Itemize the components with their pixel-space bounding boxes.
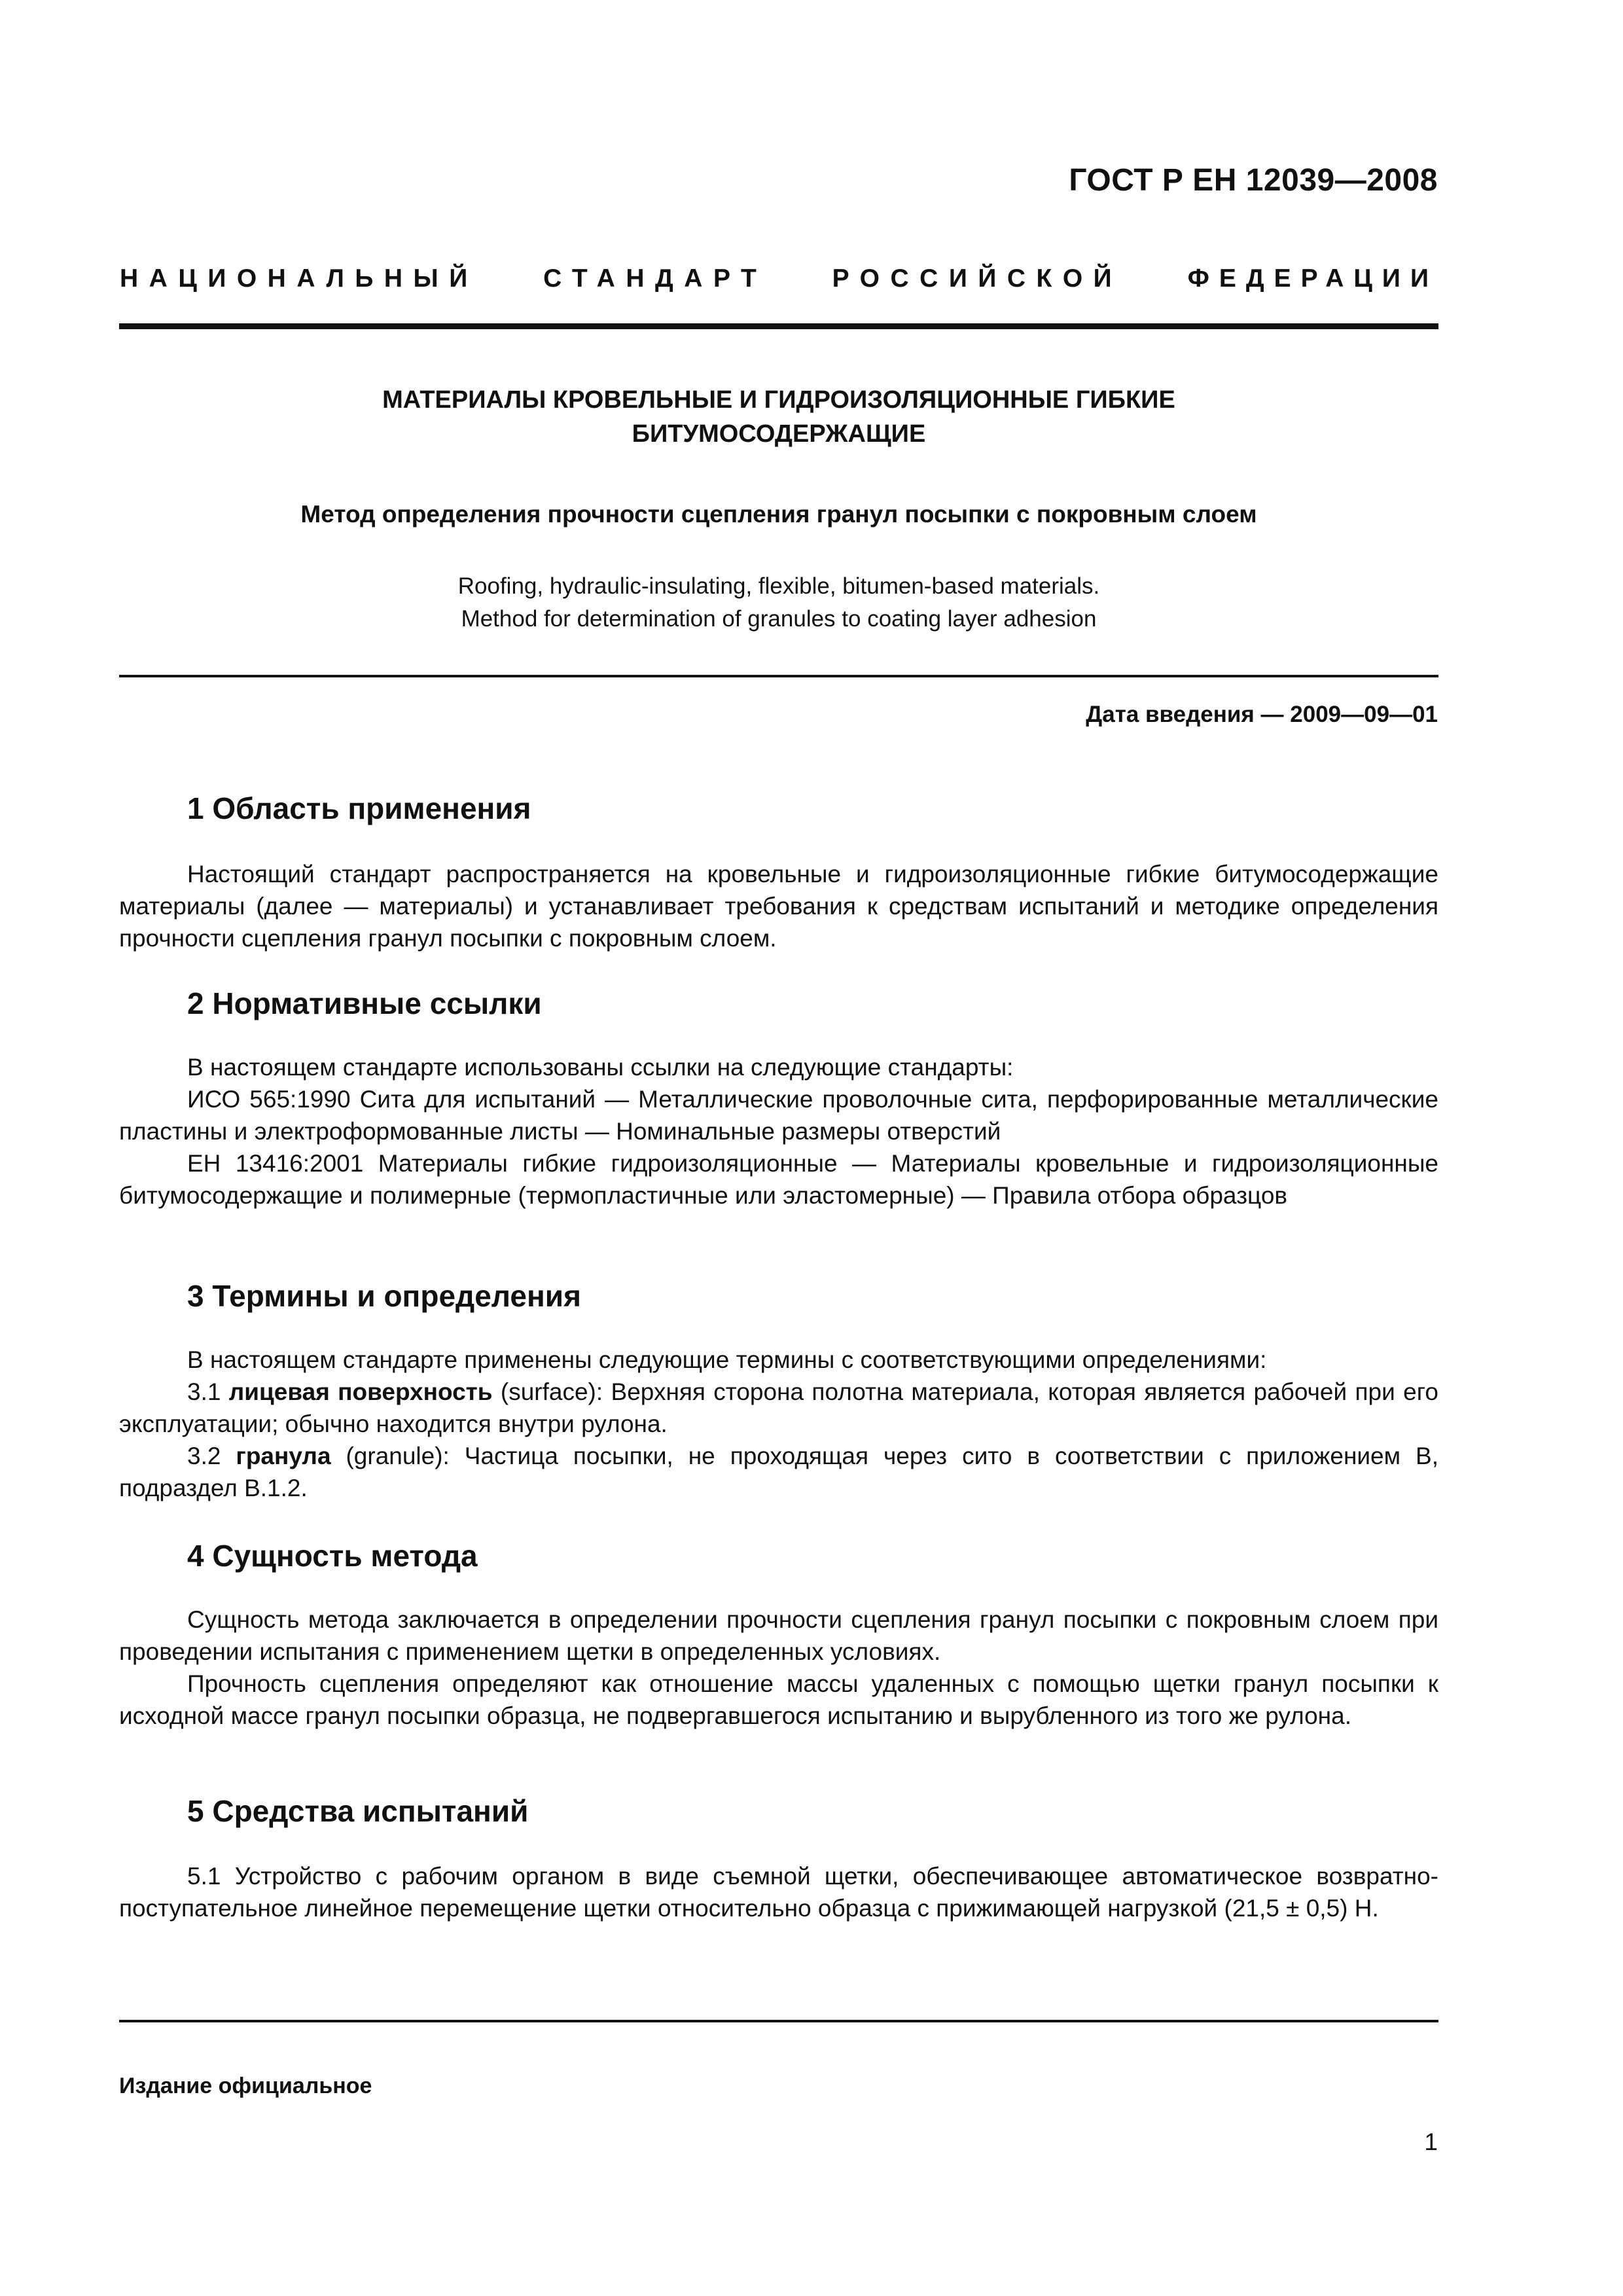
paragraph: Сущность метода заключается в определении прочности сцепления гранул посыпки с покровным слоем при проведении испытания с применением щетки в определенных условиях.: [119, 1606, 1438, 1665]
document-title: [119, 383, 1438, 451]
section-body: [119, 1604, 1438, 1732]
banner-word: РОССИЙСКОЙ: [832, 264, 1123, 293]
definition-term: гранула: [236, 1443, 331, 1469]
section-title: 4 Сущность метода: [187, 1539, 478, 1573]
paragraph: В настоящем стандарте использованы ссылки на следующие стандарты:: [187, 1054, 1014, 1081]
english-title: [119, 570, 1438, 636]
document-subtitle: Метод определения прочности сцепления гранул посыпки с покровным слоем: [300, 501, 1257, 528]
footer-rule: [119, 2020, 1438, 2022]
section-title: 1 Область применения: [187, 791, 531, 825]
definition-number: 3.2: [187, 1443, 236, 1469]
paragraph: ЕН 13416:2001 Материалы гибкие гидроизоляционные — Материалы кровельные и гидроизоляционные битумосодержащие и полимерные (термопластичные или эластомерные) — Правила отбора образцов: [119, 1150, 1438, 1209]
document-code: ГОСТ Р ЕН 12039—2008: [1069, 163, 1438, 198]
header-rule: [119, 323, 1438, 329]
title-line: БИТУМОСОДЕРЖАЩИЕ: [632, 420, 926, 448]
banner-word: НАЦИОНАЛЬНЫЙ: [120, 264, 478, 293]
definition-number: 3.1: [187, 1378, 229, 1405]
page-number: 1: [1424, 2128, 1438, 2155]
national-standard-banner: [120, 264, 1438, 293]
section-body: [119, 858, 1438, 954]
section-title: 5 Средства испытаний: [187, 1794, 529, 1828]
section-title: 2 Нормативные ссылки: [187, 986, 542, 1020]
english-title-line: Roofing, hydraulic-insulating, flexible, bitumen-based materials.: [457, 573, 1100, 599]
title-rule: [119, 675, 1438, 677]
paragraph: 5.1 Устройство с рабочим органом в виде съемной щетки, обеспечивающее автоматическое возвратно-поступательное линейное перемещение щетки относительно образца с прижимающей нагрузкой (21,5 ± 0,5) Н.: [119, 1863, 1438, 1922]
paragraph: ИСО 565:1990 Сита для испытаний — Металлические проволочные сита, перфорированные металлические пластины и электроформованные листы — Номинальные размеры отверстий: [119, 1086, 1438, 1145]
definition: [119, 1440, 1438, 1504]
banner-word: ФЕДЕРАЦИИ: [1187, 264, 1438, 293]
introduction-date: Дата введения — 2009—09—01: [1086, 702, 1438, 727]
paragraph: Настоящий стандарт распространяется на кровельные и гидроизоляционные гибкие битумосодержащие материалы (далее — материалы) и устанавливает требования к средствам испытаний и методике определения прочности сцепления гранул посыпки с покровным слоем.: [119, 861, 1438, 952]
definition-text: (granule): Частица посыпки, не проходящая через сито в соответствии с приложением В, подраздел В.1.2.: [119, 1443, 1438, 1501]
section-body: [119, 1051, 1438, 1211]
paragraph: Прочность сцепления определяют как отношение массы удаленных с помощью щетки гранул посыпки к исходной массе гранул посыпки образца, не подвергавшегося испытанию и вырубленного из того же рулона.: [119, 1670, 1438, 1729]
section-title: 3 Термины и определения: [187, 1279, 581, 1313]
banner-word: СТАНДАРТ: [543, 264, 768, 293]
official-edition-label: Издание официальное: [119, 2073, 372, 2098]
title-line: МАТЕРИАЛЫ КРОВЕЛЬНЫЕ И ГИДРОИЗОЛЯЦИОННЫЕ ГИБКИЕ: [382, 386, 1175, 414]
english-title-line: Method for determination of granules to coating layer adhesion: [461, 606, 1097, 632]
paragraph: В настоящем стандарте применены следующие термины с соответствующими определениями:: [187, 1346, 1267, 1373]
definition: [119, 1376, 1438, 1440]
definition-term: лицевая поверхность: [228, 1378, 493, 1405]
section-body: [119, 1344, 1438, 1504]
section-body: [119, 1860, 1438, 1924]
definition-text: (surface): Верхняя сторона полотна материала, которая является рабочей при его эксплуатации; обычно находится внутри рулона.: [119, 1378, 1438, 1437]
